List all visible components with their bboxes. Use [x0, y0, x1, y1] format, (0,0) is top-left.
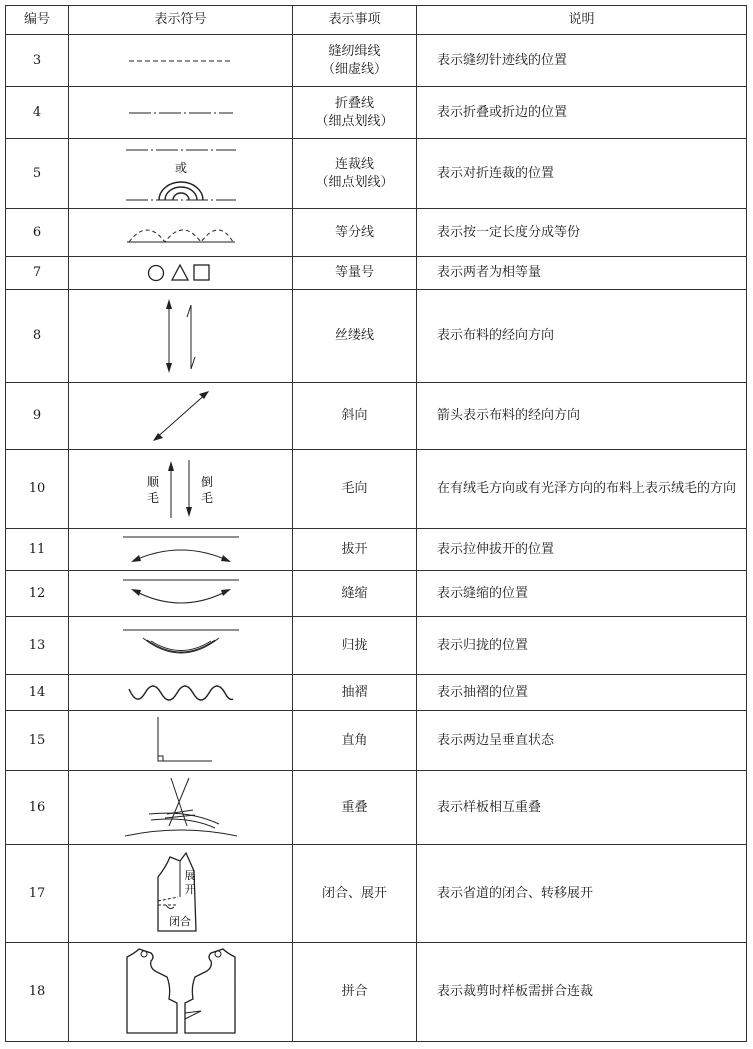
header-row — [6, 6, 747, 35]
row-number: 3 — [6, 35, 69, 87]
item-sub: （细点划线） — [315, 174, 394, 190]
row-number: 15 — [6, 711, 69, 771]
symbol-cell — [69, 711, 293, 771]
desc-cell: 表示裁剪时样板需拼合连裁 — [417, 943, 747, 1042]
overlap-icon — [119, 774, 243, 842]
symbol-cell — [69, 675, 293, 711]
item-name: 归拢 — [341, 637, 368, 653]
item-cell — [293, 771, 417, 845]
table-row — [6, 450, 747, 529]
table-row — [6, 209, 747, 257]
symbol-cell — [69, 771, 293, 845]
row-number: 8 — [6, 290, 69, 383]
item-name: 抽褶 — [341, 684, 368, 700]
desc-cell: 表示样板相互重叠 — [417, 771, 747, 845]
equal-division-icon — [121, 218, 241, 248]
desc-cell: 表示折叠或折边的位置 — [417, 87, 747, 139]
table-row — [6, 257, 747, 290]
combine-pattern-icon — [121, 947, 241, 1037]
row-number: 7 — [6, 257, 69, 290]
row-number: 16 — [6, 771, 69, 845]
header-item: 表示事项 — [293, 6, 417, 35]
symbol-label-or: 或 — [174, 160, 187, 175]
row-number: 6 — [6, 209, 69, 257]
item-cell — [293, 450, 417, 529]
desc-cell: 表示按一定长度分成等份 — [417, 209, 747, 257]
nap-label: 顺 — [146, 475, 159, 489]
item-name: 毛向 — [341, 481, 368, 496]
right-angle-icon — [146, 715, 216, 767]
row-number: 13 — [6, 617, 69, 675]
table-row — [6, 383, 747, 450]
item-name: 缝纫缉线 — [328, 43, 381, 59]
symbol-cell — [69, 139, 293, 209]
item-name: 等量号 — [334, 265, 374, 280]
table-row — [6, 35, 747, 87]
item-name: 等分线 — [334, 224, 374, 240]
nap-label: 毛 — [146, 491, 159, 505]
row-number: 18 — [6, 943, 69, 1042]
nap-label: 毛 — [200, 491, 213, 505]
item-name: 折叠线 — [334, 95, 374, 111]
symbol-cell — [69, 383, 293, 450]
symbol-label: 闭合 — [168, 914, 191, 928]
symbol-cell — [69, 845, 293, 943]
item-name: 拼合 — [341, 984, 368, 999]
grain-line-icon — [151, 295, 211, 377]
row-number: 4 — [6, 87, 69, 139]
item-name: 缝缩 — [341, 585, 368, 601]
item-cell — [293, 139, 417, 209]
item-name: 斜向 — [341, 408, 368, 423]
symbol-label: 展 — [184, 868, 195, 882]
stretch-icon — [119, 533, 243, 567]
symbol-cell — [69, 617, 293, 675]
row-number: 12 — [6, 571, 69, 617]
desc-cell: 表示缝缩的位置 — [417, 571, 747, 617]
item-name: 丝缕线 — [334, 328, 374, 343]
item-cell — [293, 383, 417, 450]
table-row — [6, 290, 747, 383]
desc-cell: 表示对折连裁的位置 — [417, 139, 747, 209]
dash-dot-line-icon — [121, 103, 241, 123]
row-number: 17 — [6, 845, 69, 943]
item-cell — [293, 943, 417, 1042]
item-cell — [293, 529, 417, 571]
item-cell — [293, 290, 417, 383]
table-row — [6, 943, 747, 1042]
ease-icon — [119, 576, 243, 612]
row-number: 14 — [6, 675, 69, 711]
close-open-icon — [136, 849, 226, 939]
item-cell — [293, 675, 417, 711]
symbol-cell — [69, 290, 293, 383]
table-row — [6, 617, 747, 675]
table-row — [6, 771, 747, 845]
item-cell — [293, 571, 417, 617]
nap-label: 倒 — [200, 475, 213, 489]
item-name: 闭合、展开 — [321, 885, 387, 901]
table-row — [6, 139, 747, 209]
desc-cell: 箭头表示布料的经向方向 — [417, 383, 747, 450]
item-cell — [293, 209, 417, 257]
item-cell — [293, 711, 417, 771]
symbol-label: 开 — [184, 882, 195, 896]
symbol-cell — [69, 943, 293, 1042]
row-number: 5 — [6, 139, 69, 209]
item-cell — [293, 35, 417, 87]
desc-cell: 表示省道的闭合、转移展开 — [417, 845, 747, 943]
shrink-icon — [119, 626, 243, 666]
item-sub: （细点划线） — [315, 113, 394, 129]
desc-cell: 表示抽褶的位置 — [417, 675, 747, 711]
nap-direction-icon — [141, 456, 221, 522]
row-number: 9 — [6, 383, 69, 450]
symbol-cell — [69, 87, 293, 139]
symbol-table — [5, 5, 747, 1042]
item-cell — [293, 845, 417, 943]
desc-cell: 表示拉伸拔开的位置 — [417, 529, 747, 571]
dashed-line-icon — [121, 51, 241, 71]
row-number: 11 — [6, 529, 69, 571]
desc-cell: 表示两边呈垂直状态 — [417, 711, 747, 771]
item-cell — [293, 257, 417, 290]
circle-triangle-square-icon — [146, 262, 216, 284]
symbol-cell — [69, 35, 293, 87]
table-row — [6, 87, 747, 139]
bias-arrow-icon — [146, 386, 216, 446]
symbol-cell — [69, 571, 293, 617]
header-desc: 说明 — [417, 6, 747, 35]
desc-cell: 表示归拢的位置 — [417, 617, 747, 675]
desc-cell: 在有绒毛方向或有光泽方向的布料上表示绒毛的方向 — [417, 450, 747, 529]
item-sub: （细虚线） — [321, 61, 387, 77]
symbol-cell — [69, 209, 293, 257]
item-cell — [293, 87, 417, 139]
header-no: 编号 — [6, 6, 69, 35]
desc-cell: 表示布料的经向方向 — [417, 290, 747, 383]
gather-wave-icon — [123, 681, 239, 705]
table-row — [6, 711, 747, 771]
fold-cut-icon — [116, 142, 246, 206]
symbol-cell — [69, 257, 293, 290]
row-number: 10 — [6, 450, 69, 529]
desc-cell: 表示缝纫针迹线的位置 — [417, 35, 747, 87]
item-name: 直角 — [341, 732, 368, 748]
item-name: 拔开 — [341, 541, 368, 557]
table-row — [6, 675, 747, 711]
symbol-cell — [69, 450, 293, 529]
symbol-cell — [69, 529, 293, 571]
item-name: 连裁线 — [334, 156, 374, 172]
table-row — [6, 571, 747, 617]
table-row — [6, 845, 747, 943]
desc-cell: 表示两者为相等量 — [417, 257, 747, 290]
header-symbol: 表示符号 — [69, 6, 293, 35]
table-row — [6, 529, 747, 571]
item-name: 重叠 — [341, 799, 368, 815]
item-cell — [293, 617, 417, 675]
